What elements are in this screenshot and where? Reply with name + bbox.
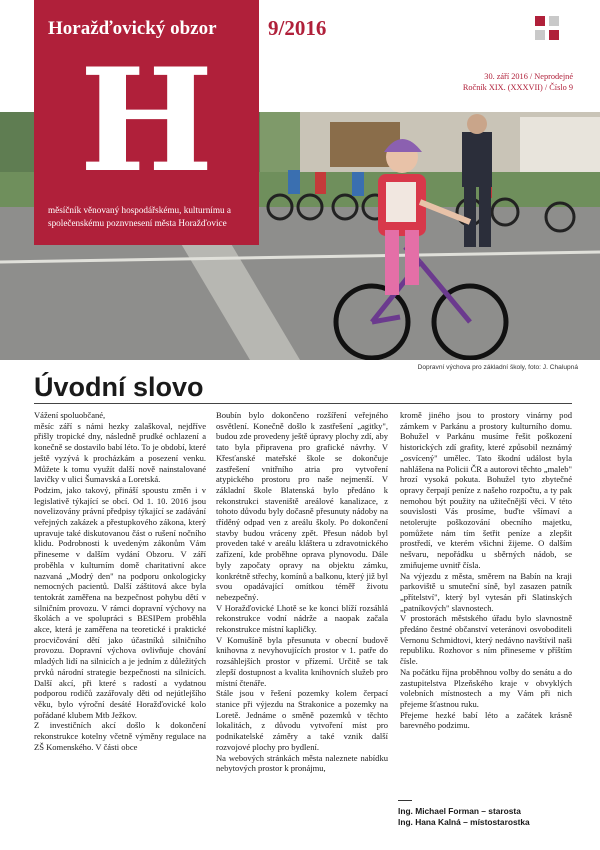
paragraph: Na webových stránkách města naleznete nabídku nebytových prostor k pronájmu, <box>216 752 388 774</box>
paragraph: Stále jsou v řešení pozemky kolem čerpací stanice při výjezdu na Strakonice a pozemky na Loretě. Jednáme o směně pozemků v těchto lokalitách, z důvodu vytvoření míst pro podnikatelské záměry a také vznik další rozvojové plochy pro bydlení. <box>216 688 388 752</box>
magazine-title: Horažďovický obzor <box>48 18 217 39</box>
article-column-3 <box>400 410 572 731</box>
logo-square-tl <box>535 16 545 26</box>
issue-volume: Ročník XIX. (XXXVII) / Číslo 9 <box>462 83 573 92</box>
paragraph: měsíc září s námi hezky zalaškoval, nejdříve přišly tropické dny, následně prudké ochlazení a konečně se dostavilo babí léto. To je období, které ještě vyzývá k procházkám a posezení venku. Můžete k tomu využít další nově nainstalované lavičky v ulici Šumavská a Loretská. <box>34 420 206 485</box>
signature-block <box>398 806 588 828</box>
article-column-1 <box>34 410 206 753</box>
issue-meta <box>463 71 573 93</box>
logo-square-bl <box>535 30 545 40</box>
issue-date: 30. září 2016 / Neprodejné <box>484 72 573 81</box>
issue-number: 9/2016 <box>268 16 327 40</box>
logo-square-br <box>549 30 559 40</box>
signature-mayor: Ing. Michael Forman – starosta <box>398 806 521 816</box>
paragraph: Na výjezdu z města, směrem na Babín na kraji parkoviště u smuteční síně, byl zasazen patník „přítelství", který byl vytesán při Slatinských „patníkových" slavnostech. <box>400 570 572 613</box>
signature-deputy-mayor: Ing. Hana Kalná – místostarostka <box>398 817 530 827</box>
paragraph: Podzim, jako takový, přináší spoustu změn i v legislativě týkající se obcí. Od 1. 10. 2016 jsou novelizovány právní předpisy týkající se zadávání veřejných zakázek a přestupkového zákona, který upravuje také diskutovanou část o rušení nočního klidu. Podrobnosti k uvedeným zákonům Vám přineseme v dalším vydání Obzoru. V září proběhla v kulturním domě charitativní akce nazvaná „Modrý den" na podporu onkologicky nemocných pacientů. Další záštitová akce byla tentokrát zaměřena na bezpečnost pohybu dětí v silničním provozu. V rámci dopravní výchovy na školách a ve spolupráci s BESIPem proběhla akce, která je zaměřena na teoretické i praktické procvičování dětí jako účastníků silničního provozu. Dopravní výchova ovlivňuje chování mladých lidí na silnicích a je jedním z důležitých prvků národní strategie bezpečnosti na silnicích. Další akcí, při které s radostí a vydatnou podporou rodičů zazářovaly děti od nejútlejšího věku, bylo výroční desáté Horažďovické kolo pořádané klubem Mtb Ježkov. <box>34 484 206 720</box>
paragraph: Přejeme hezké babí léto a začátek krásně barevného podzimu. <box>400 709 572 731</box>
paragraph: V prostorách městského úřadu bylo slavnostně předáno čestné občanství veteránovi osvoboditeli Vernonu Schmidtovi, který nedávno navštívil naši republiku. Rozhovor s ním přineseme v příštím čísle. <box>400 613 572 667</box>
masthead-logo-letter: H <box>79 38 214 204</box>
paragraph: Vážení spoluobčané, <box>34 410 106 420</box>
magazine-subtitle: měsíčník věnovaný hospodářskému, kulturnímu a společenskému poznvnesení města Horažďovice <box>48 205 231 228</box>
paragraph: kromě jiného jsou to prostory vinárny pod zámkem v Parkánu a prostory kulturního domu. Bohužel v Parkánu musíme řešit poškození historických zdí grafity, které způsobil neznámý „osvícený" umělec. Tato škodní událost byla nahlášena na Policii ČR a autorovi těchto „maleb" hrozí vysoká pokuta. Bohužel tyto zbytečné opravy čerpají peníze z našeho rozpočtu, a ty pak nemohou být použity na užitečnější věci. V této souvislosti Vás prosíme, buďte všímaví a netolerujte poškozování obecního majetku, pomůžete nám tím šetřit peníze a zlepšit prostředí, ve kterém všichni žijeme. O dalším nešvaru, nepořádku u sběrných nádob, se zmiňujeme uvnitř čísla. <box>400 410 572 570</box>
paragraph: V Komušíně byla přesunuta v obecní budově knihovna z nevyhovujících prostor v 1. patře do rozsáhlejších prostor v přízemí. Určitě se tak zlepší dostupnost a kvalita knihovních služeb pro místní čtenáře. <box>216 634 388 688</box>
paragraph: Boubín bylo dokončeno rozšíření veřejného osvětlení. Konečně došlo k zastřešení „agitky", budou zde provedeny ještě úpravy plochy zdí, aby tato byla připravena pro grafické návrhy. V Křesťanské mateřské škole se dokončuje zastřešení vnitřního atria pro vytvoření atypického prostoru pro naše nejmenší. V základní škole Blatenská bylo předáno k rekonstrukci staveniště areálové kanalizace, z tohoto důvodu byly dočasně přesunuty nádoby na tříděný odpad ven z areálu školy. Po dokončení stavby budou vráceny zpět. Přesun nádob byl proveden také v areálu kláštera u zdravotnického zařízení, kde proběhne oprava plynovodu. Dále byly započaty opravy na objektu zámku, konkrétně střechy, komínů a balkonu, který již byl svou opadávající omítkou téměř životu nebezpečný. <box>216 410 389 602</box>
photo-caption: Dopravní výchova pro základní školy, foto: J. Chalupná <box>417 364 578 371</box>
headline-divider <box>34 403 572 404</box>
signature-divider <box>398 800 412 801</box>
article-headline: Úvodní slovo <box>34 372 204 402</box>
paragraph: Na počátku října proběhnou volby do senátu a do zastupitelstva Plzeňského kraje v obvyklých volebních místnostech a my Vám při nich přejeme šťastnou ruku. <box>400 666 572 709</box>
paragraph: V Horažďovické Lhotě se ke konci blíží rozsáhlá rekonstrukce vodní nádrže a naopak začala rekonstrukce místní kapličky. <box>216 602 388 635</box>
article-column-2 <box>216 410 388 774</box>
masthead <box>34 0 259 245</box>
paragraph: Z investičních akcí došlo k dokončení rekonstrukce kotelny včetně výměny regulace na ZŠ Komenského. V části obce <box>34 720 206 752</box>
logo-square-tr <box>549 16 559 26</box>
